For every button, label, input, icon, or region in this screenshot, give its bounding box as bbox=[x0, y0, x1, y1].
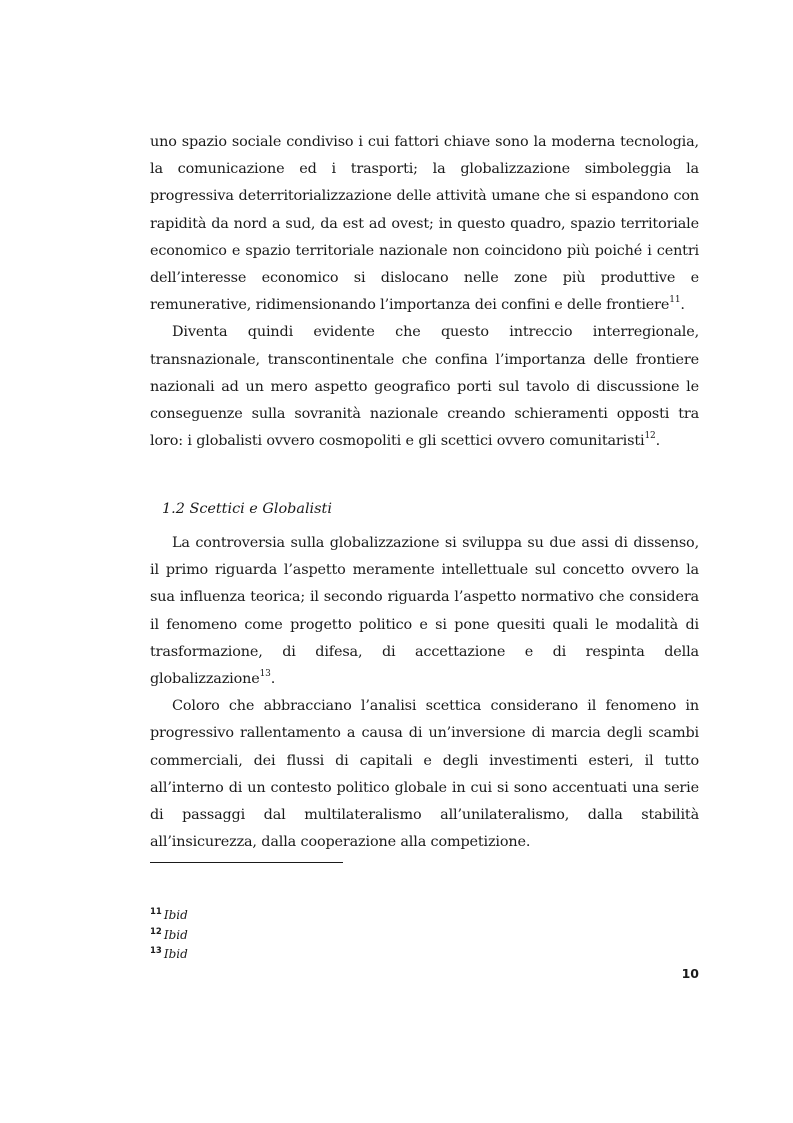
footnote-text: Ibid bbox=[163, 947, 188, 961]
footnote-number: 12 bbox=[150, 926, 162, 937]
section-sceptics-text bbox=[150, 530, 699, 856]
paragraph-sceptic-analysis bbox=[150, 693, 699, 856]
paragraph-text: La controversia sulla globalizzazione si sviluppa su due assi di dissenso, il primo riguarda l’aspetto meramente intellettuale sul concetto ovvero la sua influenza teorica; il secondo riguarda l’aspetto normativo che considera il fenomeno come progetto politico e si pone quesiti quali le modalità di trasformazione, di difesa, di accettazione e di respinta della globalizzazione bbox=[150, 535, 699, 688]
footnote-item bbox=[150, 926, 450, 946]
page-number: 10 bbox=[681, 966, 699, 981]
footnote-number: 11 bbox=[150, 907, 162, 917]
footnote-separator bbox=[150, 862, 343, 863]
footnote-reference-13[interactable]: 13 bbox=[259, 669, 271, 680]
paragraph-globalization-space: uno spazio sociale condiviso i cui fattori chiave sono la moderna tecnologia, la comunicazione ed i trasporti; la globalizzazione simboleggia la progressiva deterritorializzazione delle attività umane che si espandono con rapidità da nord a sud, da est ad ovest; in questo quadro, spazio territoriale economico e spazio territoriale nazionale non coincidono più poiché i centri dell’interesse economico si dislocano nelle zone più produttive e remunerative, ridimensionando l’importanza dei confini e delle frontiere$^{11}$. bbox=[150, 134, 699, 314]
paragraph-text: Coloro che abbracciano l’analisi scettica considerano il fenomeno in progressivo rallentamento a causa di un’inversione di marcia degli scambi commerciali, dei flussi di capitali e degli investimenti esteri, il tutto all’interno di un contesto politico globale in cui si sono accentuati una serie di passaggi dal multilateralismo all’unilateralismo, dalla stabilità all’insicurezza, dalla cooperazione alla competizione. bbox=[150, 698, 699, 851]
footnotes bbox=[150, 906, 450, 965]
paragraph-text: Diventa quindi evidente che questo intreccio interregionale, transnazionale, transcontinentale che confina l’importanza delle frontiere nazionali ad un mero aspetto geografico porti sul tavolo di discussione le conseguenze sulla sovranità nazionale creando schieramenti opposti tra loro: i globalisti ovvero cosmopoliti e gli scettici ovvero comunitaristi bbox=[150, 324, 699, 450]
footnote-number: 13 bbox=[150, 946, 162, 956]
paragraph-text: uno spazio sociale condiviso i cui fattori chiave sono la moderna tecnologia, la comunicazione ed i trasporti; la globalizzazione simboleggia la progressiva deterritorializzazione delle attività umane che si espandono con rapidità da nord a sud, da est ad ovest; in questo quadro, spazio territoriale economico e spazio territoriale nazionale non coincidono più poiché i centri dell’interesse economico si dislocano nelle zone più produttive e remunerative, ridimensionando l’importanza dei confini e delle frontiere bbox=[150, 134, 699, 314]
footnote-item bbox=[150, 945, 450, 965]
section-heading: 1.2 Scettici e Globalisti bbox=[162, 501, 332, 517]
footnote-reference-11[interactable]: 11 bbox=[669, 295, 681, 306]
footnote-item bbox=[150, 906, 450, 926]
paragraph-globalists-sceptics: Diventa quindi evidente che questo intreccio interregionale, transnazionale, transcontinentale che confina l’importanza delle frontiere nazionali ad un mero aspetto geografico porti sul tavolo di discussione le conseguenze sulla sovranità nazionale creando schieramenti opposti tra loro: i globalisti ovvero cosmopoliti e gli scettici ovvero comunitaristi$^{12}$. bbox=[150, 324, 699, 450]
footnote-reference-12[interactable]: 12 bbox=[644, 431, 656, 442]
section-intro-text bbox=[150, 129, 699, 455]
footnote-text: Ibid bbox=[163, 927, 188, 942]
footnote-text: Ibid bbox=[163, 908, 188, 922]
paragraph-controversy: La controversia sulla globalizzazione si sviluppa su due assi di dissenso, il primo riguarda l’aspetto meramente intellettuale sul concetto ovvero la sua influenza teorica; il secondo riguarda l’aspetto normativo che considera il fenomeno come progetto politico e si pone quesiti quali le modalità di trasformazione, di difesa, di accettazione e di respinta della globalizzazione$^{13}$. bbox=[150, 535, 699, 688]
